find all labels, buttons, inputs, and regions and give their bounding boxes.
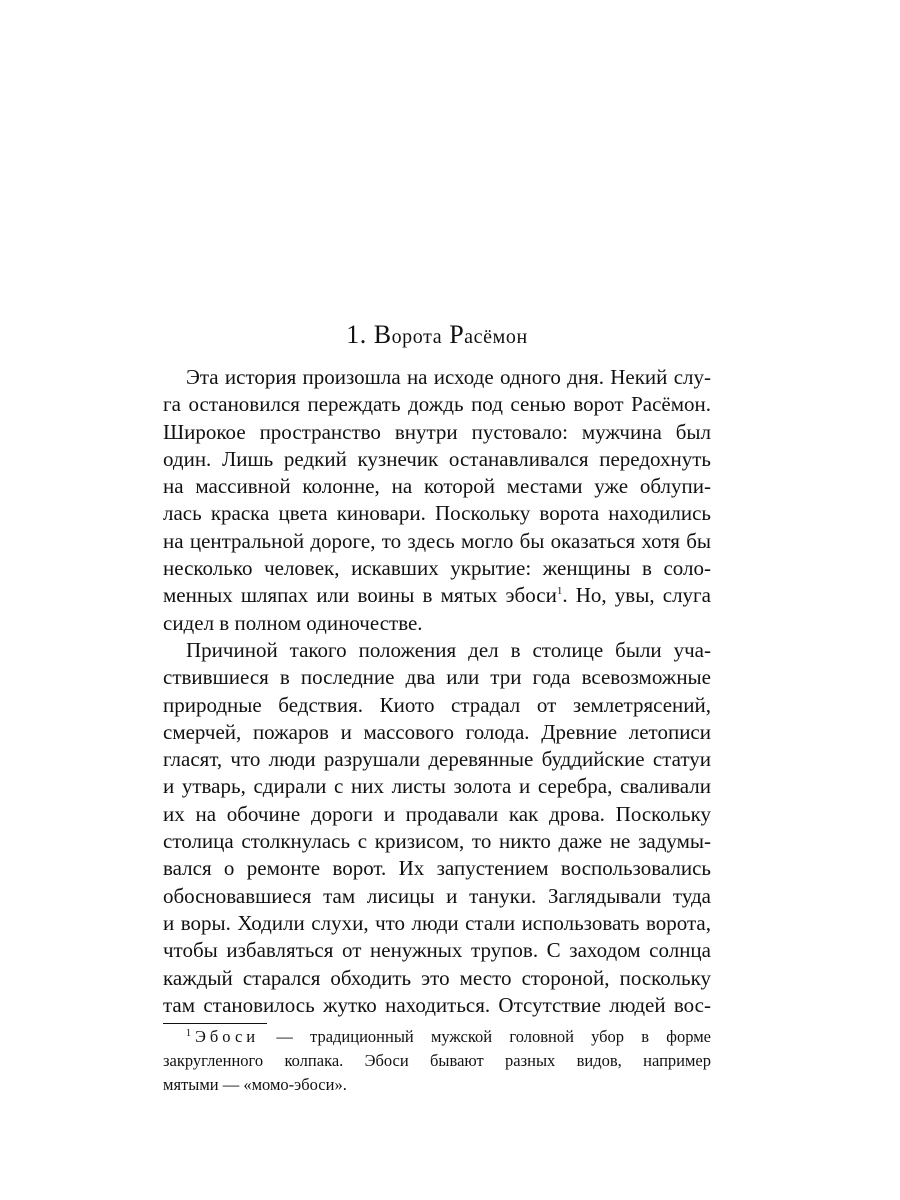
text-line: каждый старался обходить это место стороной, поскольку [163,965,711,990]
text-line: сидел в полном одиночестве. [163,610,423,635]
text-line: на центральной дороге, то здесь могло бы оказаться хотя бы [163,528,711,553]
text-line: вался о ремонте ворот. Их запустением воспользовались [163,856,711,881]
text-line: один. Лишь редкий кузнечик останавливался передохнуть [163,446,711,471]
chapter-number: 1. [346,320,367,349]
text-line: там становилось жутко находиться. Отсутствие людей вос- [163,992,711,1017]
footnote-term: Эбоси [195,1027,260,1046]
footnote-reference[interactable]: 1 [556,585,563,598]
text-line: на массивной колонне, на которой местами уже облупи- [163,474,711,499]
chapter-title-word-1: Ворота [373,320,443,349]
text-line: несколько человек, искавших укрытие: женщины в соло- [163,556,711,581]
chapter-title-word-2: Расёмон [449,320,528,349]
text-line: и утварь, сдирали с них листы золота и серебра, сваливали [163,774,711,799]
text-line: обосновавшиеся там лисицы и тануки. Заглядывали туда [163,883,711,908]
text-line: их на обочине дороги и продавали как дрова. Поскольку [163,801,711,826]
text-line: ствившиеся в последние два или три года всевозможные [163,665,711,690]
text-line: природные бедствия. Киото страдал от землетрясений, [163,692,711,717]
footnote-line: мятыми — «момо-эбоси». [163,1075,347,1094]
text-line: смерчей, пожаров и массового голода. Древние летописи [163,719,711,744]
text-line: га остановился переждать дождь под сенью ворот Расёмон. [163,392,711,417]
footnote [163,1025,711,1097]
footnote-divider [163,1023,267,1024]
chapter-title [163,318,711,354]
body-text [163,364,711,1019]
footnote-line: $^1$ Эбоси — традиционный мужской головной убор в форме [186,1027,711,1046]
text-line: Причиной такого положения дел в столице были уча- [186,637,711,662]
text-line: лась краска цвета киновари. Поскольку ворота находились [163,501,711,526]
text-line: гласят, что люди разрушали деревянные буддийские статуи [163,747,711,772]
text-line: Широкое пространство внутри пустовало: мужчина был [163,419,711,444]
text-line: столица столкнулась с кризисом, то никто даже не задумы- [163,829,711,854]
text-line: чтобы избавляться от ненужных трупов. С заходом солнца [163,938,711,963]
text-line-with-footnote: менных шляпах или воины в мятых эбоси$^1$. Но, увы, слуга [163,583,711,608]
footnote-line: закругленного колпака. Эбоси бывают разных видов, например [163,1051,711,1070]
footnote-mark: 1 [186,1027,191,1039]
text-line: Эта история произошла на исходе одного дня. Некий слу- [186,365,711,389]
text-line: и воры. Ходили слухи, что люди стали использовать ворота, [163,910,711,935]
